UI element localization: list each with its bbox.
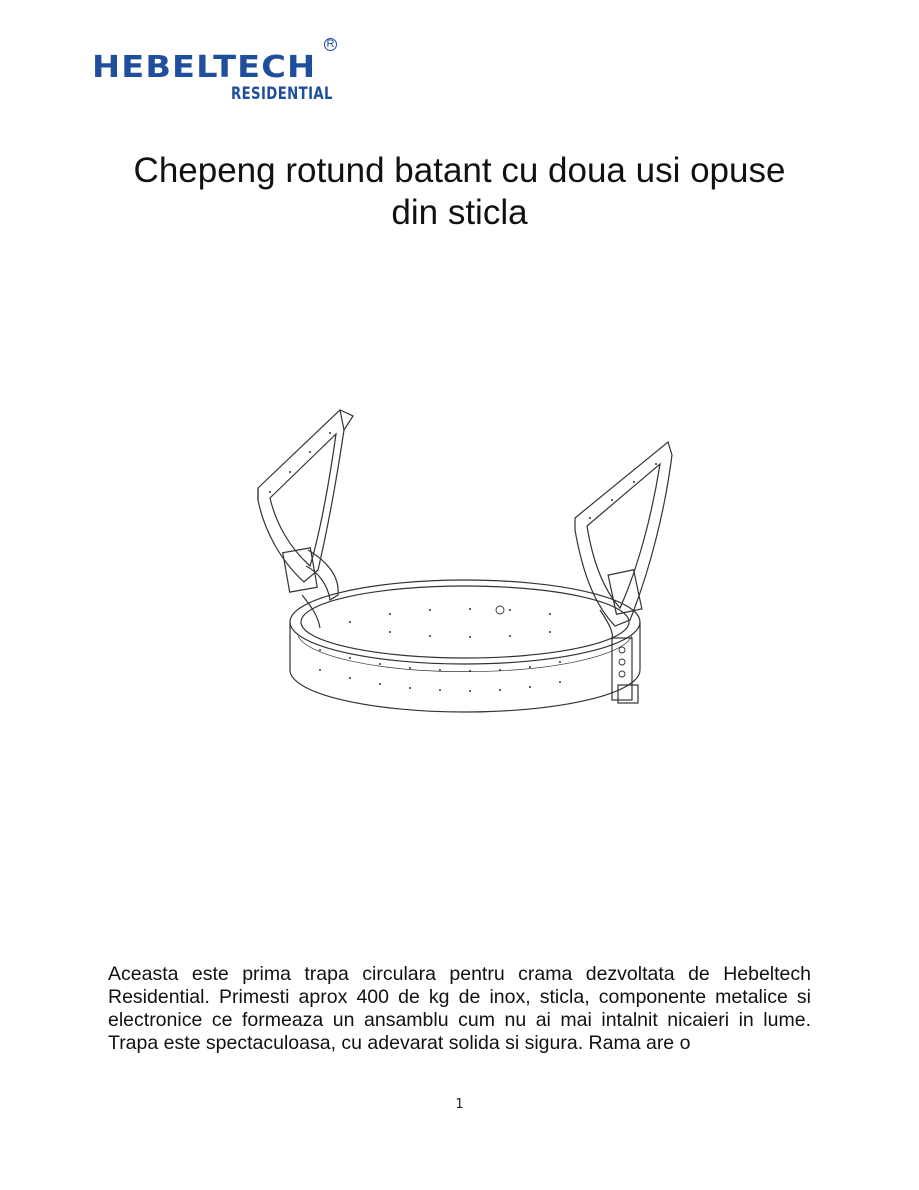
body-paragraph: Aceasta este prima trapa circulara pentru crama dezvoltata de Hebeltech Residential. Primesti aprox 400 de kg de inox, sticla, componente metalice si electronice ce formeaza un ansamblu cum nu ai mai intalnit nicaieri in lume. Trapa este spectaculoasa, cu adevarat solida si sigura. Rama are o [108,963,811,1054]
company-logo [92,38,342,108]
document-title-line-1: Chepeng rotund batant cu doua usi opuse [133,151,786,190]
inlet-fittings [496,606,625,677]
document-title-line-2: din sticla [391,193,528,232]
page-number: 1 [455,1097,464,1112]
left-glass-door-frame [258,410,353,582]
control-bracket [612,638,638,703]
ring-frame [290,580,640,712]
logo-wordmark: HEBELTECH [92,50,317,85]
left-hinge [283,548,338,628]
registered-mark: R [324,38,337,51]
hatch-technical-drawing [240,400,680,730]
rivet-dots [269,432,657,692]
logo-subtitle: RESIDENTIAL [231,84,333,104]
